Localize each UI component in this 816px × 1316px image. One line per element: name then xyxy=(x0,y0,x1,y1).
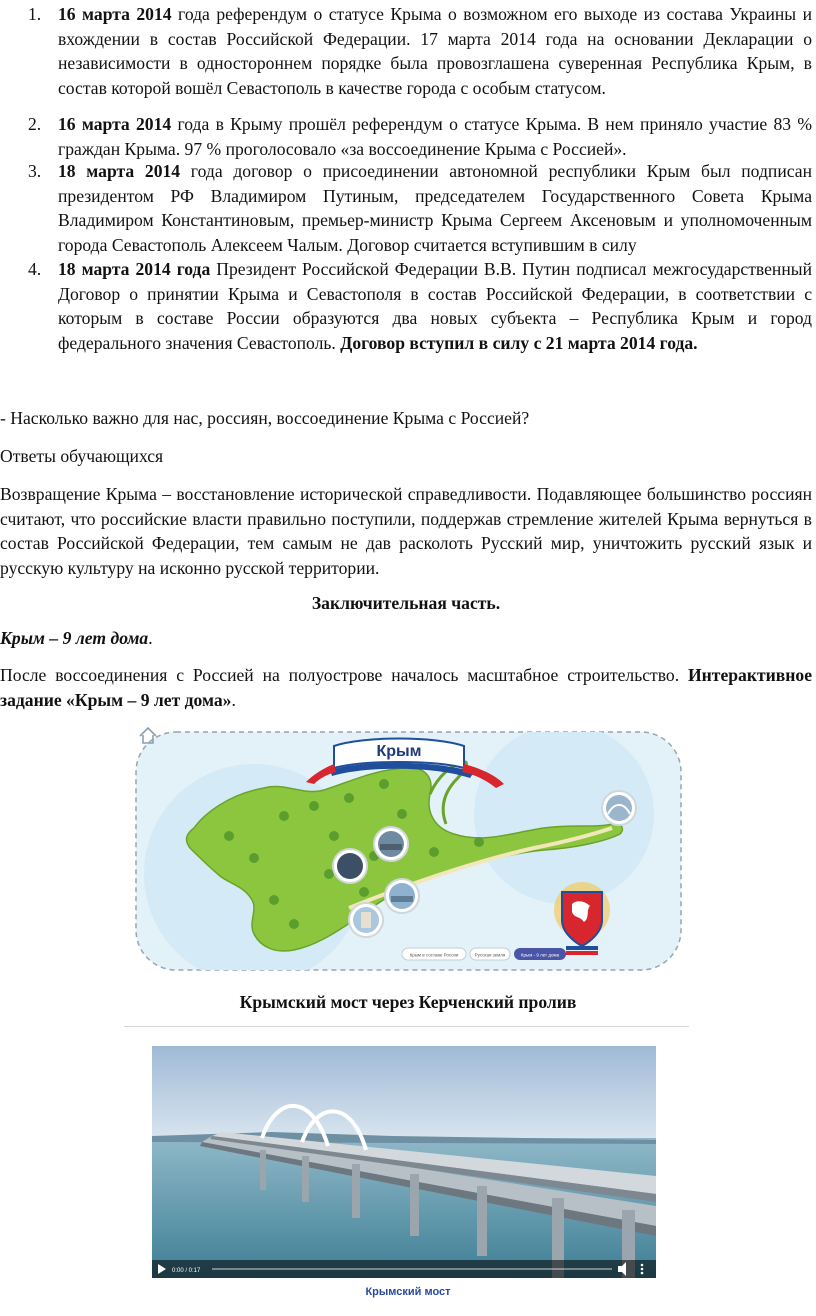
video-progress[interactable] xyxy=(212,1268,612,1270)
list-number: 1. xyxy=(28,4,42,24)
event-date: 16 марта 2014 xyxy=(58,4,172,24)
crimea-map-svg xyxy=(134,724,683,974)
construction-body: После воссоединения с Россией на полуострове началось масштабное строительство. xyxy=(0,665,688,685)
map-buttons xyxy=(402,948,566,960)
photo-pin[interactable] xyxy=(374,827,408,861)
map-button-label: Русская земля xyxy=(474,952,506,958)
answers-label: Ответы обучающихся xyxy=(0,446,164,466)
section-title-text: Крым – 9 лет дома xyxy=(0,628,149,648)
list-number: 2. xyxy=(28,114,42,134)
photo-pin[interactable] xyxy=(333,849,367,883)
list-number: 3. xyxy=(28,161,42,181)
video-caption: Крымский мост xyxy=(365,1286,451,1298)
list-number: 4. xyxy=(28,259,42,279)
home-icon[interactable] xyxy=(140,728,156,743)
event-text: года в Крыму прошёл референдум о статусе Крыма. В нем приняло участие 83 % граждан Крыма. 97 % проголосовало «за воссоединение Крыма с Россией». xyxy=(58,114,812,159)
section-title xyxy=(0,626,812,651)
final-part-heading: Заключительная часть. xyxy=(311,593,501,613)
events-list xyxy=(0,2,816,375)
video-controls xyxy=(152,1260,656,1278)
more-icon[interactable] xyxy=(641,1264,644,1275)
banner-title: Крым xyxy=(376,743,422,760)
section-title-dot: . xyxy=(148,628,153,648)
photo-pin[interactable] xyxy=(349,903,383,937)
list-item xyxy=(0,112,816,159)
event-date: 18 марта 2014 года xyxy=(58,259,211,279)
event-text: Президент Российской Федерации В.В. Путин подписал межгосударственный Договор о принятии Крыма и Севастополя в состав Российской Федерации, в соответствии с которым в составе России образуются два новых субъекта – Республика Крым и город федерального значения Севастополь. xyxy=(58,259,812,353)
event-date: 16 марта 2014 xyxy=(58,114,172,134)
bridge-video-svg xyxy=(152,1046,656,1278)
event-tail: Договор вступил в силу с 21 марта 2014 года. xyxy=(340,332,698,353)
list-item xyxy=(0,159,816,257)
crimea-map-image[interactable] xyxy=(134,724,683,974)
construction-text xyxy=(0,663,812,712)
interactive-task-dot: . xyxy=(231,689,236,710)
bridge-caption: Крымский мост через Керченский пролив xyxy=(239,992,577,1012)
map-button-label: Крым в составе России xyxy=(409,952,459,958)
event-text: года референдум о статусе Крыма о возможном его выходе из состава Украины и вхождении в состав Российской Федерации. 17 марта 2014 года на основании Декларации о независимости в одностороннем порядке была провозглашена суверенная Республика Крым, в состав которой вошёл Севастополь в качестве города с особым статусом. xyxy=(58,4,812,98)
bridge-video[interactable] xyxy=(152,1046,656,1278)
answer-text: Возвращение Крыма – восстановление исторической справедливости. Подавляющее большинство россиян считают, что российские власти правильно поступили, поддержав стремление жителей Крыма вернуться в состав Российской Федерации, тем самым не дав расколоть Русский мир, уничтожить русский язык и русскую культуру на исконно русской территории. xyxy=(0,484,812,578)
video-time: 0:00 / 0:17 xyxy=(172,1268,201,1274)
event-text: года договор о присоединении автономной республики Крым был подписан президентом РФ Владимиром Путиным, председателем Государственного Совета Крыма Владимиром Константиновым, премьер-министр Крыма Сергеем Аксеновым и уполномоченным города Севастополь Алексеем Чалым. Договор считается вступившим в силу xyxy=(58,161,812,255)
map-button-label: Крым - 9 лет дома xyxy=(520,952,560,958)
photo-pin[interactable] xyxy=(602,791,636,825)
interactive-task: Интерактивное задание «Крым – 9 лет дома» xyxy=(0,665,812,710)
photo-pin[interactable] xyxy=(385,879,419,913)
list-item xyxy=(0,2,816,102)
divider xyxy=(124,1026,689,1027)
question: - Насколько важно для нас, россиян, воссоединение Крыма с Россией? xyxy=(0,408,530,428)
event-date: 18 марта 2014 xyxy=(58,161,181,181)
list-item xyxy=(0,257,816,375)
